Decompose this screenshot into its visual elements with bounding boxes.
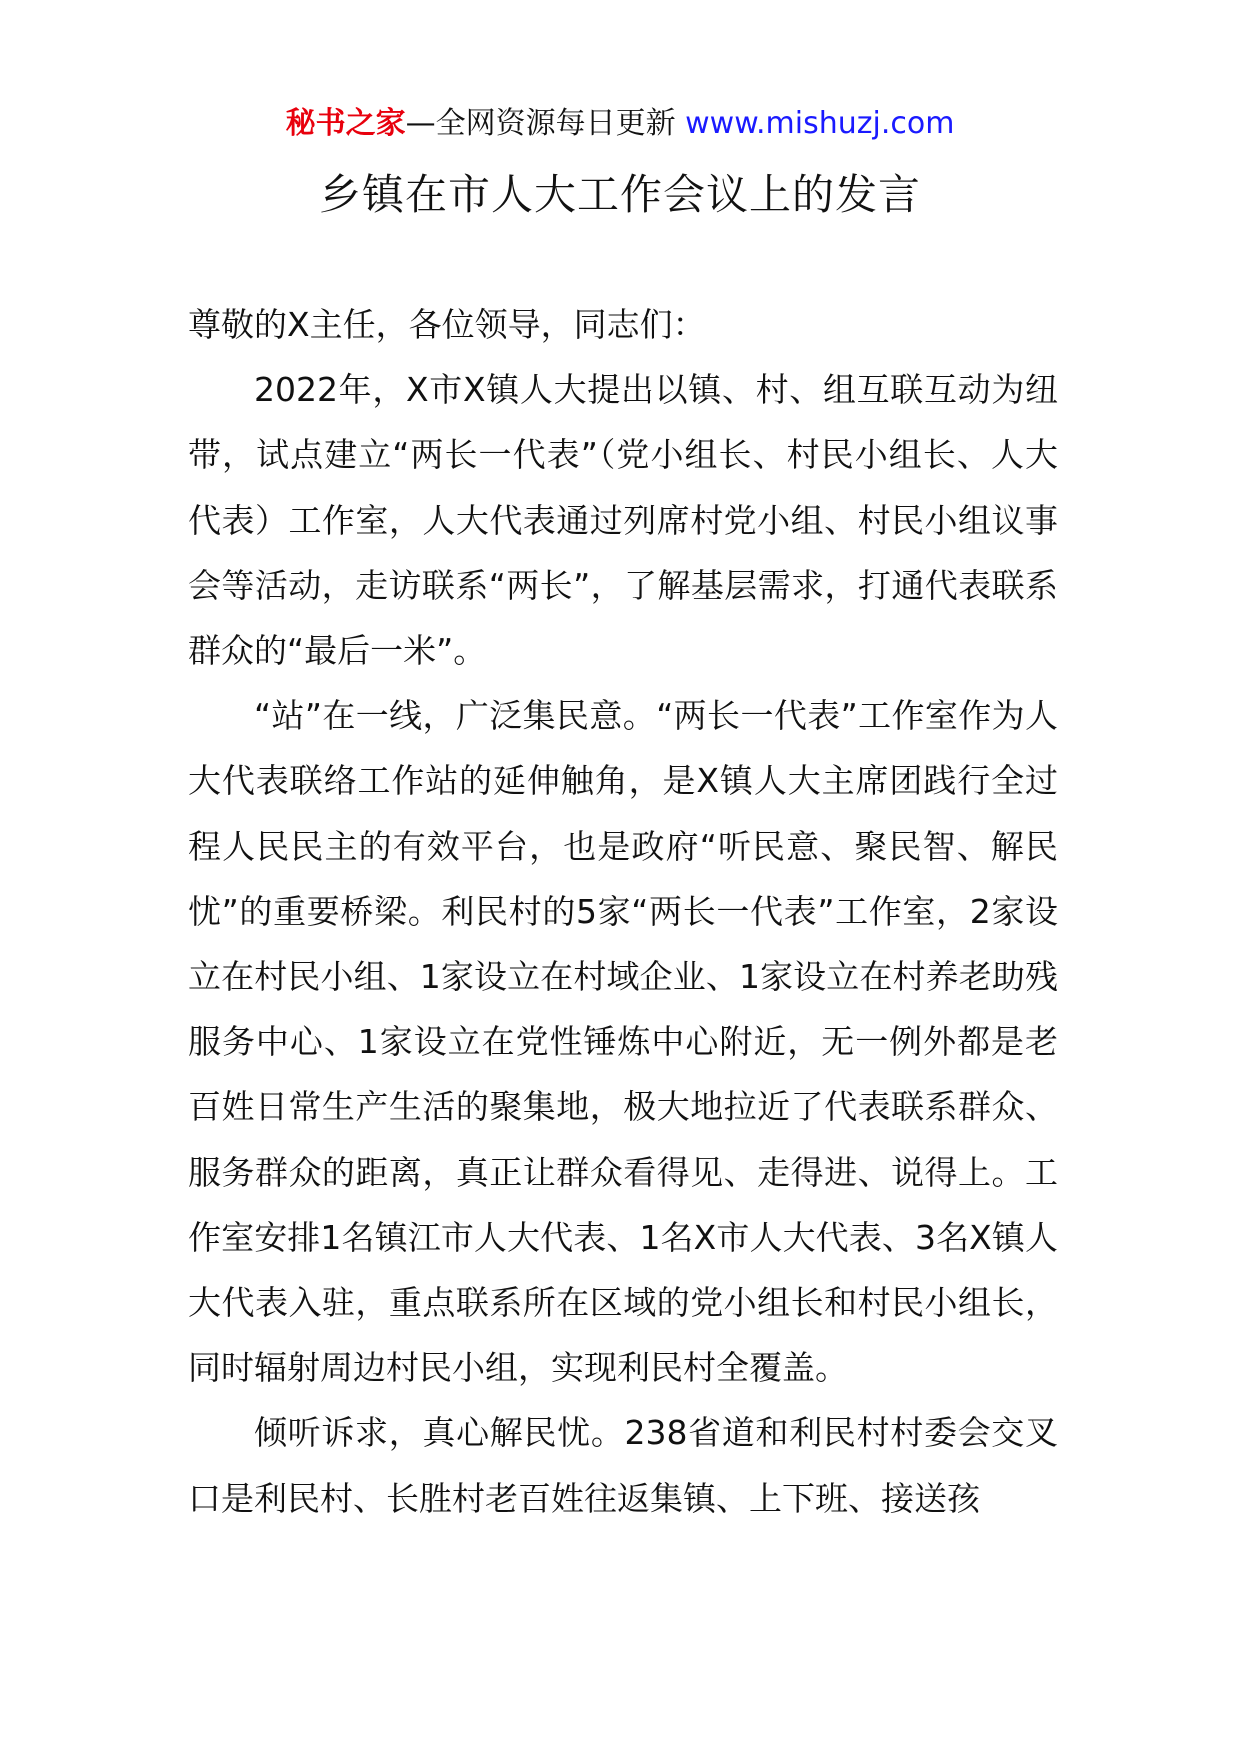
paragraph-2: “站”在一线，广泛集民意。“两长一代表”工作室作为人大代表联络工作站的延伸触角，是X镇人大主席团践行全过程人民民主的有效平台，也是政府“听民意、聚民智、解民忧”的重要桥梁。利民村的5家“两长一代表”工作室，2家设立在村民小组、1家设立在村域企业、1家设立在村养老助残服务中心、1家设立在党性锤炼中心附近，无一例外都是老百姓日常生产生活的聚集地，极大地拉近了代表联系群众、服务群众的距离，真正让群众看得见、走得进、说得上。工作室安排1名镇江市人大代表、1名X市人大代表、3名X镇人大代表入驻，重点联系所在区域的党小组长和村民小组长，同时辐射周边村民小组，实现利民村全覆盖。 — [188, 696, 1058, 1388]
paragraph-3: 倾听诉求，真心解民忧。238省道和利民村村委会交叉口是利民村、长胜村老百姓往返集镇、上下班、接送孩 — [188, 1413, 1058, 1518]
paragraph-1: 2022年，X市X镇人大提出以镇、村、组互联互动为纽带，试点建立“两长一代表”（党小组长、村民小组长、人大代表）工作室，人大代表通过列席村党小组、村民小组议事会等活动，走访联系“两长”，了解基层需求，打通代表联系群众的“最后一米”。 — [188, 370, 1058, 671]
site-url-link[interactable]: www.mishuzj.com — [685, 106, 955, 141]
site-brand: 秘书之家 — [285, 106, 406, 141]
site-tagline: —全网资源每日更新 — [405, 106, 676, 141]
site-header — [0, 100, 1240, 148]
document-title: 乡镇在市人大工作会议上的发言 — [318, 170, 921, 219]
document-body — [188, 292, 1058, 1531]
salutation: 尊敬的X主任，各位领导，同志们： — [188, 305, 706, 344]
